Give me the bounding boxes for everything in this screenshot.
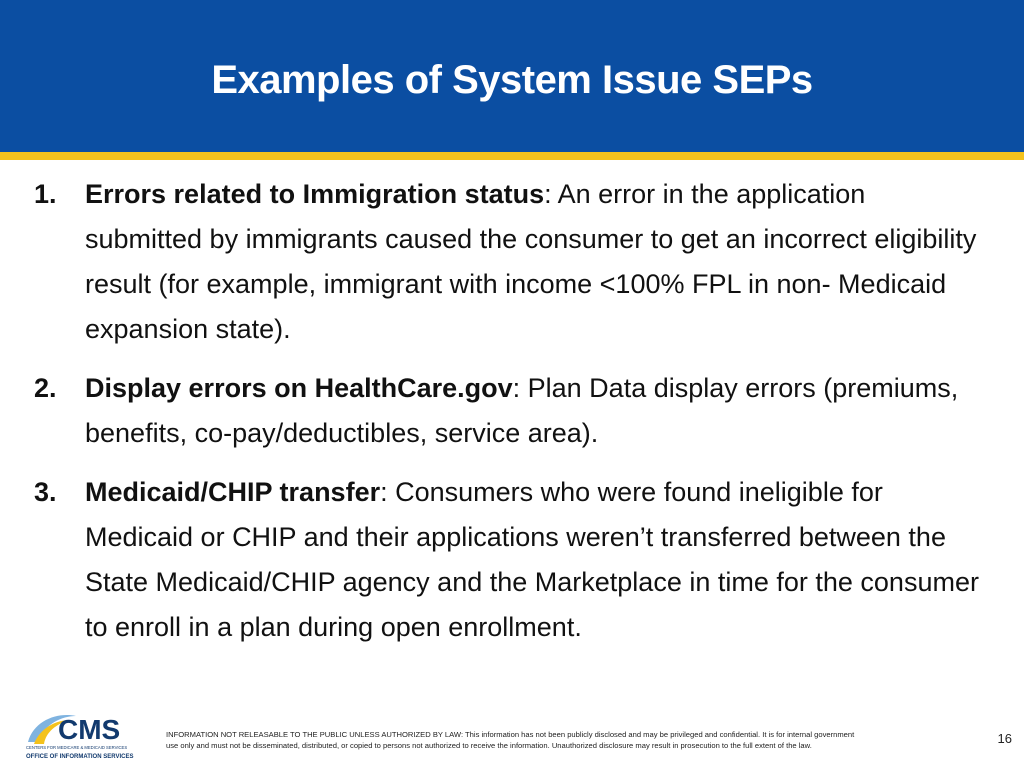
page-number: 16 [997, 731, 1012, 746]
item-term: Errors related to Immigration status [85, 179, 545, 209]
logo-text: CMS [58, 714, 121, 745]
cms-logo [24, 708, 152, 762]
item-text: : Consumers who were found ineligible for Medicaid or CHIP and their applications weren’t transferred between the State Medicaid/CHIP agency and the Marketplace in time for the consumer to enroll in a plan during open enrollment. [85, 477, 979, 642]
slide-footer [0, 700, 1024, 768]
confidentiality-disclaimer [166, 729, 978, 751]
item-text: : An error in the application submitted by immigrants caused the consumer to get an incorrect eligibility result (for example, immigrant with income <100% FPL in non- Medicaid expansion state). [85, 179, 977, 344]
item-text: : Plan Data display errors (premiums, benefits, co-pay/deductibles, service area). [85, 373, 959, 448]
disclaimer-line: use only and must not be disseminated, distributed, or copied to persons not authorized to receive the information. Unauthorized disclosure may result in prosecution to the full extent of the law. [166, 741, 812, 750]
disclaimer-line: INFORMATION NOT RELEASABLE TO THE PUBLIC UNLESS AUTHORIZED BY LAW: This information has not been publicly disclosed and may be privileged and confidential. It is for internal government [166, 730, 855, 739]
item-term: Medicaid/CHIP transfer [85, 477, 381, 507]
header-accent-bar [0, 152, 1024, 160]
list-number: 3. [34, 477, 57, 507]
logo-subtext: CENTERS FOR MEDICARE & MEDICAID SERVICES [26, 745, 128, 750]
list-number: 1. [34, 179, 57, 209]
item-term: Display errors on HealthCare.gov [85, 373, 513, 403]
list-item [26, 470, 986, 650]
list-item [26, 366, 986, 456]
list-item [26, 172, 986, 352]
slide-header [0, 0, 1024, 152]
slide-title: Examples of System Issue SEPs [211, 58, 813, 102]
numbered-list [26, 172, 986, 664]
logo-office: OFFICE OF INFORMATION SERVICES [26, 754, 134, 760]
list-number: 2. [34, 373, 57, 403]
